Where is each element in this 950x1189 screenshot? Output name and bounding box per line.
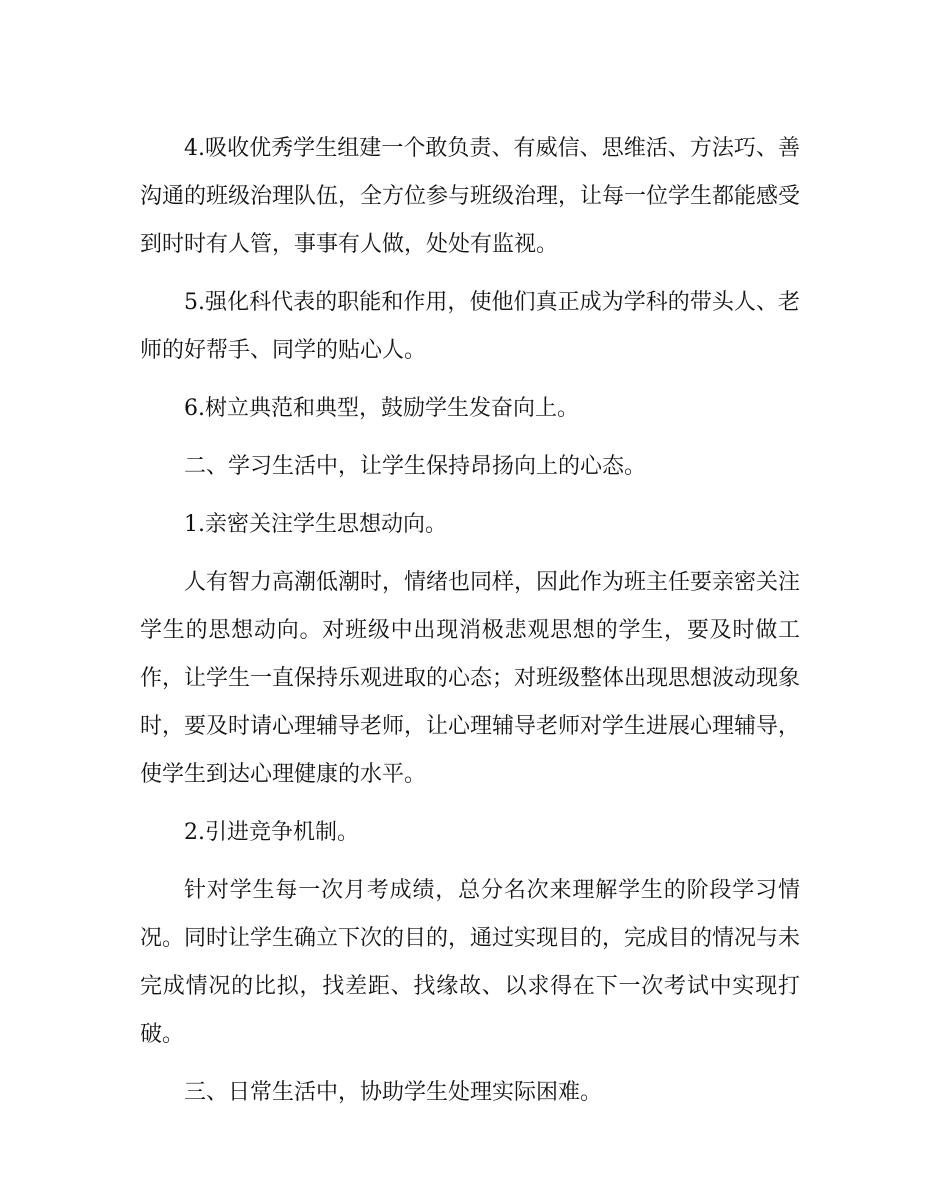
section-heading-2: 二、学习生活中，让学生保持昂扬向上的心态。 bbox=[184, 454, 647, 479]
subheading-2-1: 1.亲密关注学生思想动向。 bbox=[184, 512, 447, 537]
document-body bbox=[140, 125, 800, 1127]
paragraph-2-2-body: 针对学生每一次月考成绩，总分名次来理解学生的阶段学习情况。同时让学生确立下次的目的，通过实现目的，完成目的情况与未完成情况的比拟，找差距、找缘故、以求得在下一次考试中实现打破。 bbox=[140, 878, 801, 1047]
section-heading-3: 三、日常生活中，协助学生处理实际困难。 bbox=[184, 1080, 603, 1105]
paragraph-item-4: 4.吸收优秀学生组建一个敢负责、有威信、思维活、方法巧、善沟通的班级治理队伍，全方位参与班级治理，让每一位学生都能感受到时时有人管，事事有人做，处处有监视。 bbox=[140, 136, 801, 257]
paragraph-item-6: 6.树立典范和典型，鼓励学生发奋向上。 bbox=[184, 396, 579, 421]
paragraph-item-5: 5.强化科代表的职能和作用，使他们真正成为学科的带头人、老师的好帮手、同学的贴心人。 bbox=[140, 290, 800, 363]
subheading-2-2: 2.引进竞争机制。 bbox=[184, 820, 359, 845]
paragraph-2-1-body: 人有智力高潮低潮时，情绪也同样，因此作为班主任要亲密关注学生的思想动向。对班级中出现消极悲观思想的学生，要及时做工作，让学生一直保持乐观进取的心态；对班级整体出现思想波动现象时，要及时请心理辅导老师，让心理辅导老师对学生进展心理辅导，使学生到达心理健康的水平。 bbox=[140, 570, 801, 787]
